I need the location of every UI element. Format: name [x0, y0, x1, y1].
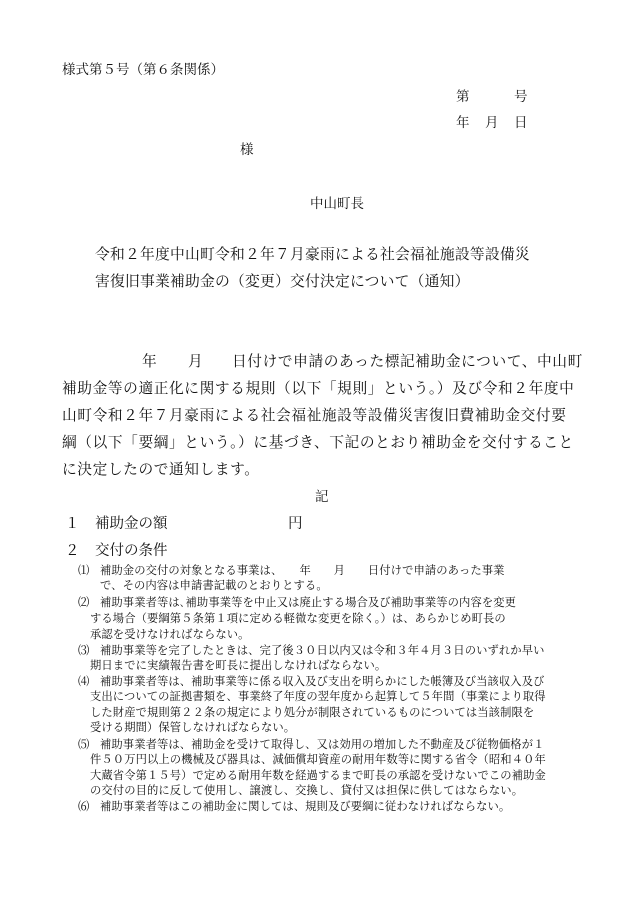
condition-number: ⑴ [78, 564, 90, 577]
condition-number: ⑷ [78, 675, 90, 688]
condition-line: 補助事業等を完了したときは、完了後３０日以内又は令和３年４月３日のいずれか早い [100, 644, 545, 657]
condition-line: 補助事業者等は、補助事業等に係る収入及び支出を明らかにした帳簿及び当該収入及び [100, 675, 545, 688]
body-year-label: 年 [142, 353, 158, 370]
condition-line: 件５０万円以上の機械及び器具は、減価償却資産の耐用年数等に関する省令（昭和４０年 [90, 753, 546, 766]
body-line-5: に決定したので通知します。 [62, 461, 260, 478]
section-1-number: １ [65, 516, 80, 532]
condition-number: ⑵ [78, 596, 90, 609]
notice-title-line-1: 令和２年度中山町令和２年７月豪雨による社会福祉施設等設備災 [95, 246, 530, 263]
condition-line: 補助事業者等は、補助金を受けて取得し、又は効用の増加した不動産及び従物価格が１ [100, 738, 545, 751]
condition-line: の交付の目的に反して使用し、譲渡し、交換し、貸付又は担保に供してはならない。 [90, 784, 524, 797]
body-line-4: 綱（以下「要綱」という。）に基づき、下記のとおり補助金を交付すること [62, 434, 574, 451]
condition-number: ⑶ [78, 644, 90, 657]
date-day-label: 日 [514, 115, 528, 131]
doc-number-prefix: 第 [456, 89, 470, 105]
condition-line: 支出についての証拠書類を、事業終了年度の翌年度から起算して５年間（事業により取得 [90, 690, 546, 703]
condition-line: 承認を受けなければならない。 [90, 628, 250, 641]
condition-number: ⑸ [78, 738, 90, 751]
form-label: 様式第５号（第６条関係） [62, 62, 224, 78]
doc-number-suffix: 号 [514, 89, 528, 105]
condition-line: 補助事業者等は､補助事業等を中止又は廃止する場合及び補助事業等の内容を変更 [100, 596, 517, 609]
notice-title-line-2: 害復旧事業補助金の（変更）交付決定について（通知） [95, 273, 470, 290]
section-1-unit: 円 [288, 516, 303, 532]
condition-line: 大蔵省令第１５号）で定める耐用年数を経過するまで町長の承認を受けないでこの補助金 [90, 769, 546, 782]
addressee-suffix: 様 [240, 142, 254, 158]
body-line-1: 日付けで申請のあった標記補助金について、中山町 [232, 353, 583, 370]
section-1-label: 補助金の額 [95, 516, 168, 532]
condition-line: 受ける期間）保管しなければならない。 [90, 721, 296, 734]
condition-number: ⑹ [78, 800, 90, 813]
condition-line: した財産で規則第２２条の規定により処分が制限されているものについては当該制限を [90, 706, 535, 719]
condition-line: 補助金の交付の対象となる事業は、 年 月 日付けで申請のあった事業 [100, 564, 505, 577]
section-2-number: ２ [65, 543, 80, 559]
condition-line: で、その内容は申請書記載のとおりとする。 [100, 579, 328, 592]
ki-marker: 記 [315, 489, 329, 505]
issuer-name: 中山町長 [310, 196, 364, 212]
condition-line: 期日までに実績報告書を町長に提出しなければならない。 [90, 659, 387, 672]
date-year-label: 年 [456, 115, 470, 131]
body-line-3: 山町令和２年７月豪雨による社会福祉施設等設備災害復旧費補助金交付要 [62, 407, 567, 424]
condition-line: する場合（要綱第５条第１項に定める軽微な変更を除く。）は、あらかじめ町長の [90, 612, 506, 625]
body-line-2: 補助金等の適正化に関する規則（以下「規則」という。）及び令和２年度中 [62, 380, 575, 397]
condition-line: 補助事業者等はこの補助金に関しては、規則及び要綱に従わなければならない。 [100, 800, 511, 813]
body-month-label: 月 [188, 353, 204, 370]
section-2-label: 交付の条件 [95, 543, 168, 559]
date-month-label: 月 [485, 115, 499, 131]
